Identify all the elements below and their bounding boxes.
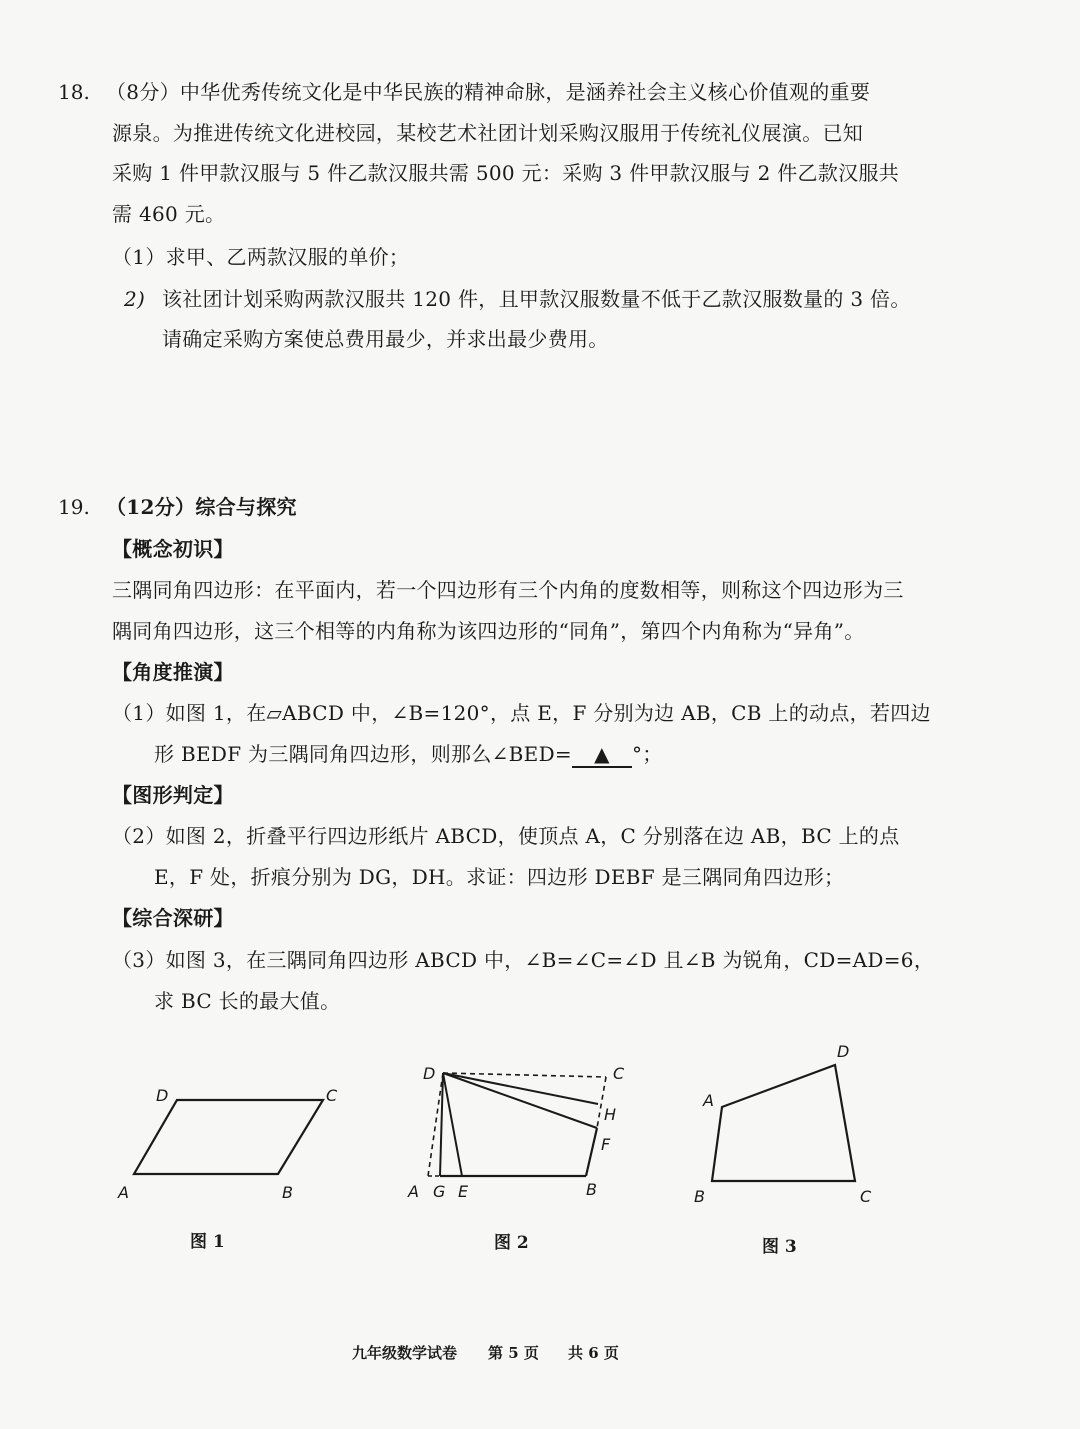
fig2-label-E: E	[458, 1182, 469, 1201]
q18-line3: 采购 1 件甲款汉服与 5 件乙款汉服共需 500 元：采购 3 件甲款汉服与 2 件乙款汉服共	[112, 161, 900, 185]
section-angle: 【角度推演】	[112, 660, 234, 684]
fig2-caption: 图 2	[494, 1233, 529, 1253]
fig2-label-C: C	[613, 1064, 625, 1083]
part2-line1: （2）如图 2，折叠平行四边形纸片 ABCD，使顶点 A，C 分别落在边 AB，BC 上的点	[112, 824, 900, 848]
part1-line2-text: 形 BEDF 为三隅同角四边形，则那么∠BED=	[154, 742, 572, 766]
fig2-label-H: H	[604, 1105, 617, 1124]
q18-part2-continued: 请确定采购方案使总费用最少，并求出最少费用。	[162, 327, 609, 351]
fig2-label-D: D	[423, 1064, 436, 1083]
q18-number: 18.	[58, 80, 90, 104]
definition-line2: 隅同角四边形，这三个相等的内角称为该四边形的“同角”，第四个内角称为“异角”。	[112, 619, 865, 643]
section-concept: 【概念初识】	[112, 537, 234, 561]
q18-part2: 该社团计划采购两款汉服共 120 件，且甲款汉服数量不低于乙款汉服数量的 3 倍。	[162, 287, 911, 311]
fig1-label-B: B	[282, 1183, 293, 1202]
footer-exam-title: 九年级数学试卷	[352, 1344, 458, 1362]
part1-line2-suffix: °；	[631, 742, 663, 766]
fig3-caption: 图 3	[762, 1237, 797, 1257]
fig3-label-D: D	[837, 1042, 850, 1061]
fig2-label-A: A	[408, 1182, 419, 1201]
q18-line4: 需 460 元。	[112, 202, 226, 226]
part2-line2: E，F 处，折痕分别为 DG，DH。求证：四边形 DEBF 是三隅同角四边形；	[154, 865, 845, 889]
answer-blank: ▲	[572, 742, 632, 768]
fig3-quadrilateral	[712, 1065, 855, 1181]
part1-line1: （1）如图 1，在▱ABCD 中，∠B=120°，点 E，F 分别为边 AB，CB 上的动点，若四边	[112, 701, 931, 725]
part3-line1: （3）如图 3，在三隅同角四边形 ABCD 中，∠B=∠C=∠D 且∠B 为锐角，CD=AD=6，	[112, 948, 935, 972]
section-comprehensive: 【综合深研】	[112, 906, 234, 930]
definition-line1: 三隅同角四边形：在平面内，若一个四边形有三个内角的度数相等，则称这个四边形为三	[112, 578, 904, 602]
q19-number: 19.	[58, 495, 90, 519]
q18-part2-number: 2)	[124, 287, 146, 311]
fig3-label-A: A	[703, 1091, 714, 1110]
q19-title: （12分）综合与探究	[106, 495, 297, 519]
fig1-label-D: D	[156, 1086, 169, 1105]
fig3-label-B: B	[694, 1187, 705, 1206]
fig1-caption: 图 1	[190, 1232, 225, 1252]
fig1-label-C: C	[326, 1086, 338, 1105]
q18-part1: （1）求甲、乙两款汉服的单价；	[112, 245, 410, 269]
part3-line2: 求 BC 长的最大值。	[154, 989, 341, 1013]
footer-total: 共 6 页	[568, 1344, 619, 1362]
q18-intro: （8分）中华优秀传统文化是中华民族的精神命脉，是涵养社会主义核心价值观的重要	[106, 80, 871, 104]
q18-line2: 源泉。为推进传统文化进校园，某校艺术社团计划采购汉服用于传统礼仪展演。已知	[112, 121, 864, 145]
footer-page: 第 5 页	[488, 1344, 539, 1362]
section-shape: 【图形判定】	[112, 783, 234, 807]
fig3-label-C: C	[860, 1187, 872, 1206]
fig1-label-A: A	[118, 1183, 129, 1202]
fig2-label-F: F	[601, 1135, 611, 1154]
fig2-label-G: G	[433, 1182, 446, 1201]
fig2-label-B: B	[586, 1180, 597, 1199]
